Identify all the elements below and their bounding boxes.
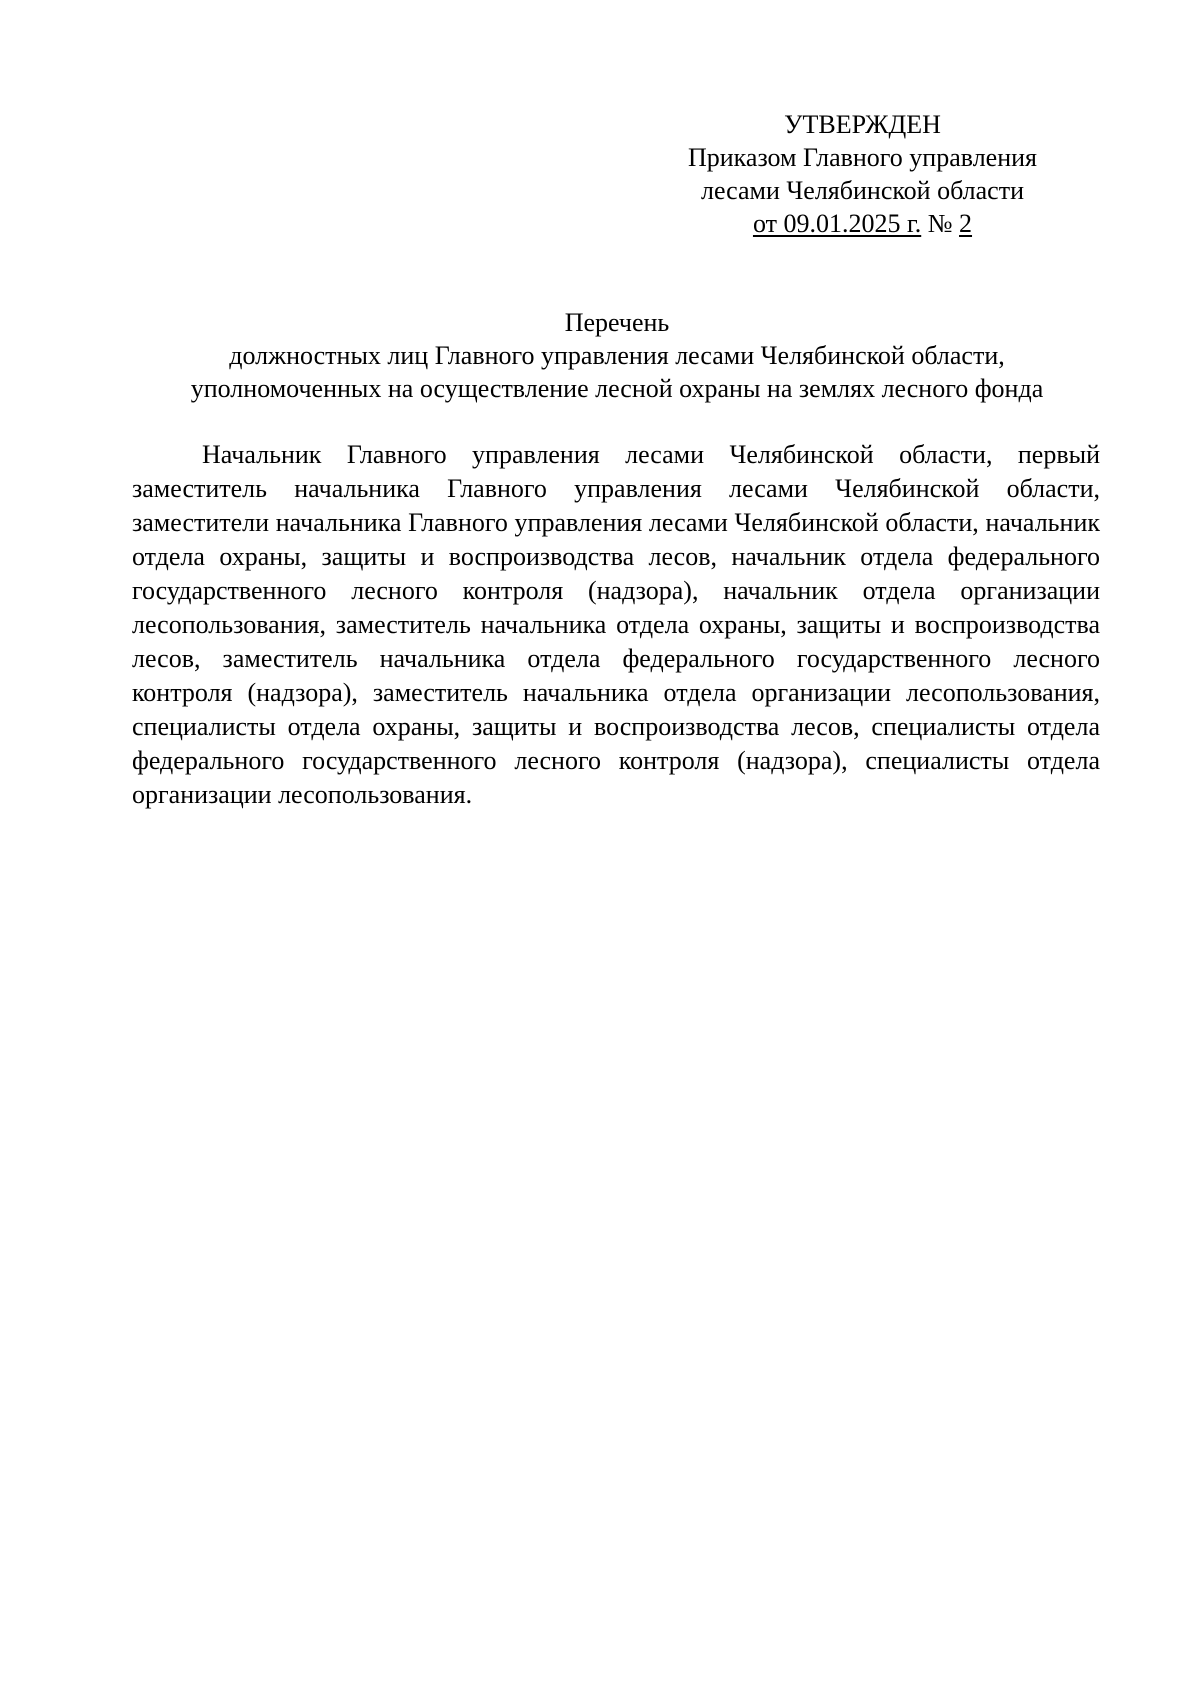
approval-date-number-line [640, 207, 1085, 240]
approval-date: от 09.01.2025 г. [752, 209, 922, 238]
document-heading: Перечень [564, 308, 670, 337]
body-paragraph: Начальник Главного управления лесами Челябинской области, первый заместитель начальника Главного управления лесами Челябинской области, заместители начальника Главного управления лесами Челябинской области, начальник отдела охраны, защиты и воспроизводства лесов, начальник отдела федерального государственного лесного контроля (надзора), начальник отдела организации лесопользования, заместитель начальника отдела охраны, защиты и воспроизводства лесов, заместитель начальника отдела федерального государственного лесного контроля (надзора), заместитель начальника отдела организации лесопользования, специалисты отдела охраны, защиты и воспроизводства лесов, специалисты отдела федерального государственного лесного контроля (надзора), специалисты отдела организации лесопользования. [132, 440, 1100, 809]
approval-status: УТВЕРЖДЕН [784, 110, 941, 139]
document-title-block [132, 306, 1102, 405]
approval-order-line: Приказом Главного управления [687, 143, 1038, 172]
document-subtitle-line-1: должностных лиц Главного управления лесами Челябинской области, [229, 341, 1005, 370]
approval-number: 2 [959, 209, 973, 238]
approval-stamp-block [640, 108, 1085, 240]
document-subtitle-line-2: уполномоченных на осуществление лесной охраны на землях лесного фонда [190, 374, 1044, 403]
approval-authority-line: лесами Челябинской области [700, 176, 1025, 205]
approval-number-sign: № [927, 209, 953, 238]
